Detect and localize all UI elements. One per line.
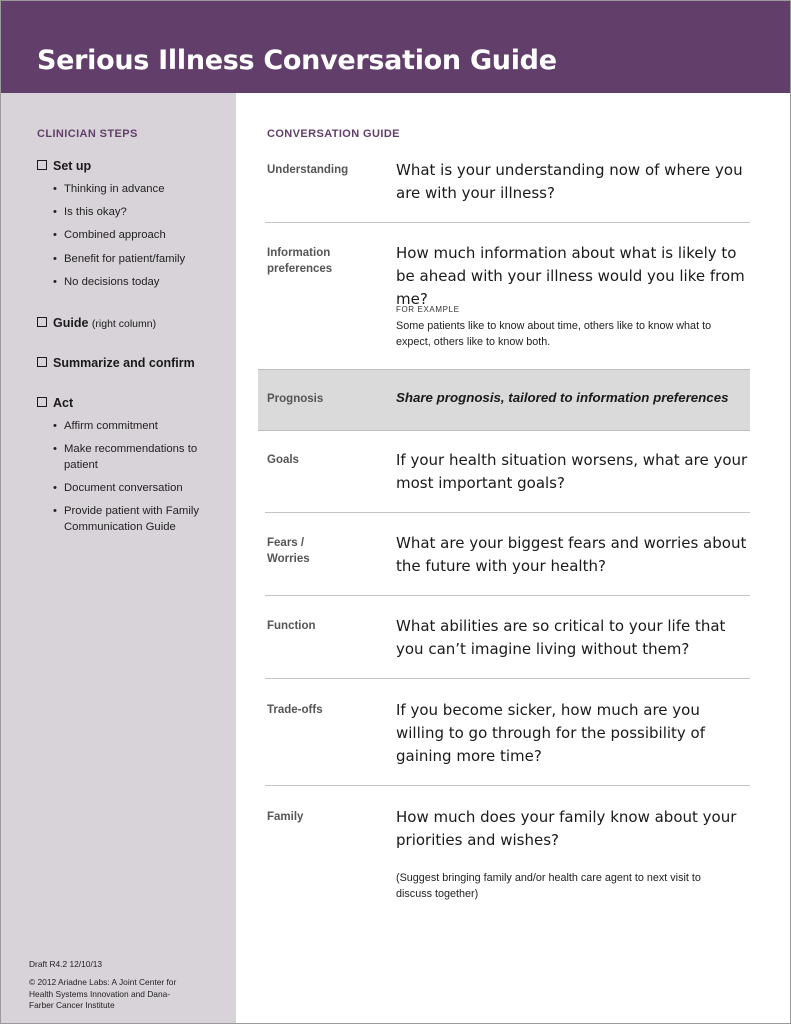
act-bullets xyxy=(53,419,203,543)
row-question: If your health situation worsens, what are your most important goals? xyxy=(396,451,748,492)
row-label: Understanding xyxy=(267,164,349,176)
row-label: Prognosis xyxy=(267,393,324,405)
row-question: What abilities are so critical to your life that you can’t imagine living without them? xyxy=(396,617,726,658)
step-label: Set up xyxy=(53,159,92,173)
example-text: Some patients like to know about time, others like to know what to expect, others like to know both. xyxy=(396,320,712,348)
step-label: Act xyxy=(53,396,74,410)
row-divider xyxy=(265,785,750,786)
page-title: Serious Illness Conversation Guide xyxy=(37,45,557,76)
row-label: Fears / Worries xyxy=(267,537,310,565)
checkbox-icon xyxy=(37,357,47,367)
step-guide xyxy=(37,316,156,330)
list-item: • No decisions today xyxy=(53,275,185,291)
copyright: © 2012 Ariadne Labs: A Joint Center for Health Systems Innovation and Dana-Farber Cancer Institute xyxy=(29,977,177,1010)
row-divider xyxy=(265,595,750,596)
row-note: (Suggest bringing family and/or health care agent to next visit to discuss together) xyxy=(396,872,701,900)
list-item: • Benefit for patient/family xyxy=(53,252,185,268)
row-question: If you become sicker, how much are you willing to go through for the possibility of gaining more time? xyxy=(396,701,706,765)
row-label: Trade-offs xyxy=(267,704,323,716)
step-label: Guide xyxy=(53,316,89,330)
step-summarize xyxy=(37,356,195,370)
row-question: How much information about what is likely to be ahead with your illness would you like from me? xyxy=(396,244,745,308)
row-label: Family xyxy=(267,811,304,823)
row-label: Function xyxy=(267,620,316,632)
header-banner xyxy=(1,1,790,93)
draft-version: Draft R4.2 12/10/13 xyxy=(29,959,103,969)
step-set-up xyxy=(37,159,91,173)
example-label: FOR EXAMPLE xyxy=(396,305,460,314)
list-item: • Is this okay? xyxy=(53,205,185,221)
row-divider xyxy=(265,512,750,513)
sidebar-heading: CLINICIAN STEPS xyxy=(37,128,138,140)
guide-heading: CONVERSATION GUIDE xyxy=(267,128,400,140)
checkbox-icon xyxy=(37,397,47,407)
list-item: • Document conversation xyxy=(53,481,203,497)
conversation-guide xyxy=(236,93,790,1023)
step-note: (right column) xyxy=(91,318,157,330)
row-question: What are your biggest fears and worries about the future with your health? xyxy=(396,534,747,575)
guide-row-prognosis xyxy=(258,369,750,431)
row-question: What is your understanding now of where you are with your illness? xyxy=(396,161,743,202)
row-divider xyxy=(265,222,750,223)
list-item: • Provide patient with Family Communication Guide xyxy=(53,504,203,535)
checkbox-icon xyxy=(37,317,47,327)
list-item: • Combined approach xyxy=(53,228,185,244)
row-question: Share prognosis, tailored to information preferences xyxy=(396,390,729,405)
checkbox-icon xyxy=(37,160,47,170)
clinician-steps-sidebar xyxy=(1,93,236,1023)
list-item: • Make recommendations to patient xyxy=(53,442,203,473)
row-question: How much does your family know about your priorities and wishes? xyxy=(396,808,737,849)
step-label: Summarize and confirm xyxy=(53,356,195,370)
list-item: • Affirm commitment xyxy=(53,419,203,435)
row-divider xyxy=(265,678,750,679)
set-up-bullets xyxy=(53,182,185,298)
row-label: Information preferences xyxy=(267,247,333,275)
step-act xyxy=(37,396,73,410)
list-item: • Thinking in advance xyxy=(53,182,185,198)
row-label: Goals xyxy=(267,454,299,466)
